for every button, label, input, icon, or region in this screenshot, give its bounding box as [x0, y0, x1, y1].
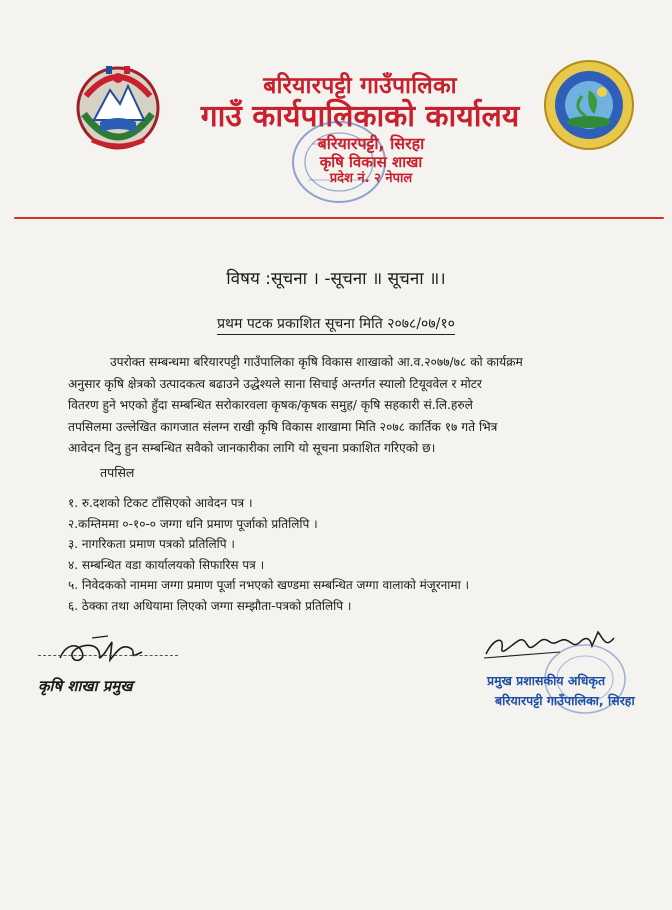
nepal-emblem-logo — [70, 56, 166, 156]
signature-right-org: बरियारपट्टी गाउँपालिका, सिरहा — [495, 693, 635, 708]
list-item: १. रु.दशको टिकट टाँसिएको आवेदन पत्र । — [68, 496, 253, 510]
address-line-1: बरियारपट्टी, सिरहा — [317, 134, 425, 153]
list-item: ६. ठेक्का तथा अधियामा लिएको जग्गा सम्झौता-पत्रको प्रतिलिपि । — [68, 598, 352, 613]
list-item: ३. नागरिकता प्रमाण पत्रको प्रतिलिपि । — [68, 537, 235, 552]
list-item: ४. सम्बन्धित वडा कार्यालयको सिफारिस पत्र । — [68, 557, 265, 572]
signature-left-label: कृषि शाखा प्रमुख — [38, 677, 133, 695]
signature-left-handwriting — [52, 630, 162, 672]
municipality-logo — [542, 56, 636, 154]
org-name: बरियारपट्टी गाउँपालिका — [263, 73, 457, 99]
paragraph-line: वितरण हुने भएको हुँदा सम्बन्धित सरोकारवला कृषक/कृषक समुह/ कृषि सहकारी सं.लि.हरुले — [68, 398, 473, 412]
notice-paragraph — [68, 352, 594, 460]
paragraph-line: आवेदन दिनु हुन सम्बन्धित सवैको जानकारीका लागि यो सूचना प्रकाशित गरिएको छ। — [68, 441, 436, 455]
notice-subject: विषय :सूचना । -सूचना ॥ सूचना ॥। — [226, 269, 446, 289]
tapsil-label: तपसिल — [100, 465, 135, 480]
list-item: २.कम्तिममा ०-१०-० जग्गा धनि प्रमाण पूर्जाको प्रतिलिपि । — [68, 516, 318, 531]
paragraph-line: अनुसार कृषि क्षेत्रको उत्पादकत्व बढाउने उद्धेश्यले साना सिचाई अन्तर्गत स्यालो टियूववेल र मोटर — [68, 376, 482, 391]
list-item: ५. निवेदकको नाममा जग्गा प्रमाण पूर्जा नभएको खण्डमा सम्बन्धित जग्गा वालाको मंजूरनामा । — [68, 578, 470, 593]
address-line-3: प्रदेश नं. २ नेपाल — [329, 171, 413, 186]
paragraph-line: उपरोक्त सम्बन्धमा बरियारपट्टी गाउँपालिका कृषि विकास शाखाको आ.व.२०७७/७८ को कार्यक्रम — [110, 355, 523, 369]
document-list — [68, 493, 469, 617]
office-name: गाउँ कार्यपालिकाको कार्यालय — [200, 99, 520, 134]
address-line-2: कृषि विकास शाखा — [319, 153, 423, 171]
paragraph-line: तपसिलमा उल्लेखित कागजात संलग्न राखी कृषि विकास शाखामा मिति २०७८ कार्तिक १७ गते भित्र — [68, 419, 498, 434]
letterhead-divider — [14, 217, 664, 219]
signature-line-left — [38, 655, 178, 656]
notice-headline-text: प्रथम पटक प्रकाशित सूचना मिति २०७८/०७/१० — [217, 316, 455, 335]
signature-right-role: प्रमुख प्रशासकीय अधिकृत — [487, 673, 606, 688]
notice-headline — [0, 314, 672, 333]
